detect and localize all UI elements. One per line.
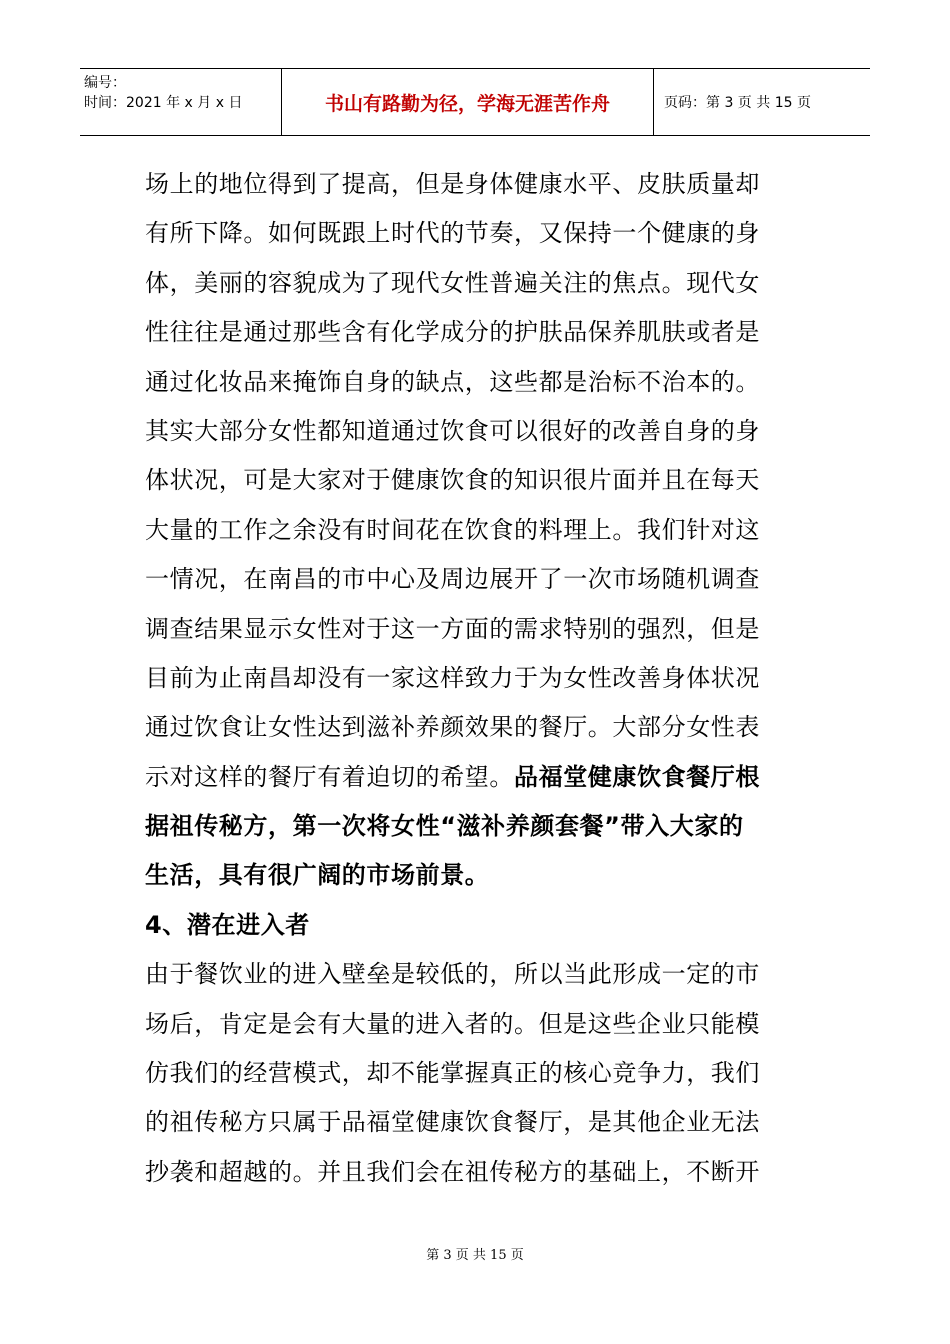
section-line: 仿我们的经营模式，却不能掌握真正的核心竞争力，我们 xyxy=(145,1059,760,1088)
body-line: 场上的地位得到了提高，但是身体健康水平、皮肤质量却 xyxy=(145,170,760,198)
body-line: 调查结果显示女性对于这一方面的需求特别的强烈，但是 xyxy=(145,614,760,643)
header-page-info: 页码：第 3 页 共 15 页 xyxy=(664,95,811,111)
section-heading: 4、潜在进入者 xyxy=(145,910,310,939)
section-line: 由于餐饮业的进入壁垒是较低的，所以当此形成一定的市 xyxy=(145,960,760,989)
emphasis-line: 生活，具有很广阔的市场前景。 xyxy=(145,861,490,890)
body-line: 一情况，在南昌的市中心及周边展开了一次市场随机调查 xyxy=(145,565,760,594)
document-body xyxy=(145,160,810,1197)
body-line: 大量的工作之余没有时间花在饮食的料理上。我们针对这 xyxy=(145,515,760,544)
header-motto: 书山有路勤为径，学海无涯苦作舟 xyxy=(282,69,654,135)
body-line: 通过化妆品来掩饰自身的缺点，这些都是治标不治本的。 xyxy=(145,367,760,396)
body-line: 有所下降。如何既跟上时代的节奏，又保持一个健康的身 xyxy=(145,219,760,248)
emphasis-line: 据祖传秘方，第一次将女性“滋补养颜套餐”带入大家的 xyxy=(145,812,744,841)
body-line: 体状况，可是大家对于健康饮食的知识很片面并且在每天 xyxy=(145,466,760,495)
section-line: 场后，肯定是会有大量的进入者的。但是这些企业只能模 xyxy=(145,1009,760,1038)
page-footer: 第 3 页 共 15 页 xyxy=(426,1248,524,1263)
section-line: 的祖传秘方只属于品福堂健康饮食餐厅，是其他企业无法 xyxy=(145,1108,760,1137)
plain-text: 示对这样的餐厅有着迫切的希望。 xyxy=(145,762,514,791)
emphasis-text: 品福堂健康饮食餐厅根 xyxy=(514,762,760,791)
body-line: 其实大部分女性都知道通过饮食可以很好的改善自身的身 xyxy=(145,416,760,445)
page-header xyxy=(80,68,870,136)
header-meta xyxy=(80,69,282,135)
body-line: 体，美丽的容貌成为了现代女性普遍关注的焦点。现代女 xyxy=(145,268,760,297)
body-line: 通过饮食让女性达到滋补养颜效果的餐厅。大部分女性表 xyxy=(145,713,760,742)
body-line: 性往往是通过那些含有化学成分的护肤品保养肌肤或者是 xyxy=(145,318,760,347)
body-line: 目前为止南昌却没有一家这样致力于为女性改善身体状况 xyxy=(145,663,760,692)
body-line-mixed xyxy=(145,753,810,802)
document-date: 时间：2021 年 x 月 x 日 xyxy=(84,95,243,111)
section-line: 抄袭和超越的。并且我们会在祖传秘方的基础上，不断开 xyxy=(145,1157,760,1186)
document-number: 编号： xyxy=(84,75,126,91)
